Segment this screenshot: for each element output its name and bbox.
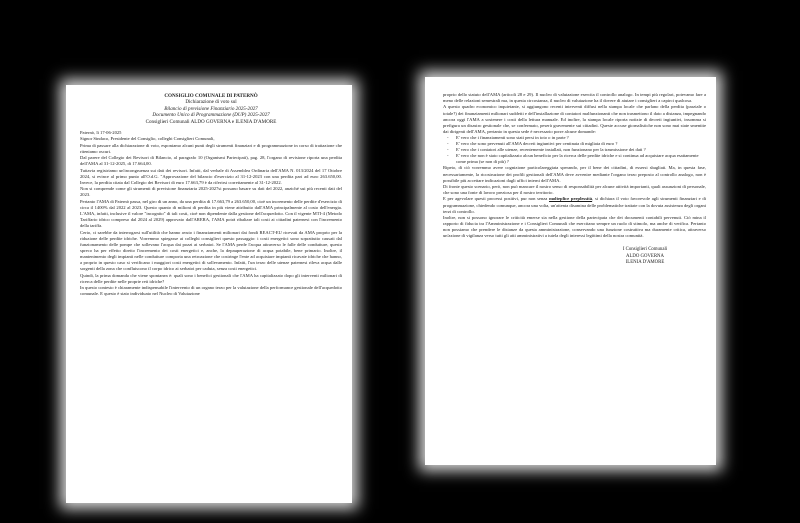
paragraph: Quindi, la prima domanda che viene spontanea è: quali sono i benefici gestionali che l'AMA ha capitalizzato dopo gli interventi milionari di ricerca delle perdite nelle proprie reti idriche? <box>80 272 342 284</box>
header-line: Dichiarazione di voto sul <box>185 99 237 106</box>
paragraph: Dal parere del Collegio dei Revisori di Bilancio, al paragrafo 10 (Organismi Partecipati), pag. 28, l'organo di revisione riporta una perdita dell'AMA al 31-12-2025, di 17.664,00. <box>80 155 342 167</box>
paragraph: proprio dello statuto dell'AMA (articoli 28 e 29). Il nucleo di valutazione esercita il controllo analogo. In tempi più regolari, potevamo fare a meno delle relazioni semestrali ma, in questa circostanza, il nucleo di valutazione ha il dovere di aiutare i consiglieri a capirci qualcosa. <box>443 92 706 104</box>
paragraph: Ripeto, di ciò vorremmo avere cognizione particolareggiata sperando, per il bene dei cittadini, di essersi sbagliati. Ma, in questa fase, necessariamente, la ricostruzione dei profili gestionali dell'AMA deve avvenire mediante l'organo terzo preposto al controllo analogo, non è possibile più accettare indicazioni dagli uffici interni dell'AMA. <box>443 165 706 183</box>
signature-block <box>443 247 706 266</box>
list-item <box>443 153 706 165</box>
document-header <box>80 93 342 125</box>
paragraph: Prima di passare alla dichiarazione di voto, esponiamo alcuni punti degli strumenti finanziari e di programmazione in corso di trattazione che riteniamo oscuri. <box>80 142 342 154</box>
signature-name: ALDO GOVERNA <box>626 253 664 259</box>
header-line: Bilancio di previsione Finanziario 2025-2027 <box>164 105 258 112</box>
bullet-dash: - <box>447 134 449 140</box>
header-line: Documento Unico di Programmazione (DUP) 2025-2027 <box>152 112 270 119</box>
bullet-dash: - <box>447 153 449 159</box>
list-item-text: E' vero che non è stato capitalizzato alcun beneficio per la ricerca delle perdite idriche e si continua ad acquistare acqua esattamente come prima (se non di più) ? <box>456 153 699 165</box>
paragraph: Certo, ci sarebbe da interrogarsi sull'utilità che hanno avuto i finanziamenti milionari dai fondi REACT-EU ricevuti da AMA proprio per la riduzione delle perdite idriche. Vorremmo spiegasse ai colleghi consiglieri questo passaggio: i costi energetici sono soprattutto causati dal funzionamento delle pompe che sollevano l'acqua dai pozzi ai serbatoi. Se l'AMA perde l'acqua attraverso le falle delle condutture, questo spreco ha per effetto diretto l'incremento dei costi energetici e, anche, la depauperazione di acqua potabile, bene primario. Inoltre, il mantenimento degli impianti nelle condutture comporta una retroazione che costringe l'ente ad acquistare impianti ricavate idriche che hanno, a proprio in questo caso si verificano i maggiori costi energetici di sollevamento. Infatti, l'un terzo delle utenze paternesi rileva acqua dalle sorgenti della zona che confluiscono il corpo idrico ai serbatoi per caduta, senza costi energetici. <box>80 229 342 272</box>
council-title: CONSIGLIO COMUNALE DI PATERNÒ <box>164 93 258 99</box>
list-item-text: E' vero che i finanziamenti sono stati persi in toto o in parte ? <box>456 134 569 140</box>
document-page-left <box>66 85 352 503</box>
header-line: Consiglieri Comunali ALDO GOVERNA e ILENIA D'AMORE <box>145 118 277 125</box>
list-item-text: E' vero che i contatori alle utenze, recentemente installati, non funzionano per la trasmissione dei dati ? <box>456 147 646 153</box>
question-list <box>443 135 706 165</box>
paragraph: In questo contesto è chiaramente indispensabile l'intervento di un organo terzo per la valutazione della performance gestionale dell'acquedotto comunale. E questo è stato individuato nel Nucleo di Valutazione <box>80 285 342 297</box>
signature-line: I Consiglieri Comunali <box>622 247 668 253</box>
document-page-right <box>425 77 716 465</box>
text-run: E per agevolare questi processi positivi, pur non senza <box>443 196 550 202</box>
list-item-text: E' vero che sono pervenuti all'AMA decreti ingiuntivi per centinaia di migliaia di euro ? <box>456 141 618 147</box>
paragraph: Tuttavia registriamo un'incongruenza sui dati dei revisori. Infatti, dal verbale di Assemblea Ordinaria dell'AMA N. 013/2024 del 17 Ottobre 2024, si evince al primo punto all'O.d.G. "Approvazione del bilancio d'esercizio al 31-12-2023 con una perdita pari ad euro 263.650,00. Invece, la perdita citata dal Collegio dei Revisori di euro 17.663,79 è da riferirsi correttamente al 31-12-2022. <box>80 167 342 185</box>
signature-name: ILENIA D'AMORE <box>625 260 665 266</box>
document-date: Paternò, lì 17-06-2025 <box>80 130 122 136</box>
emphasized-text: molteplice perplessità <box>549 196 593 202</box>
text-run: , si dichiara il voto favorevole agli strumenti finanziari e di programmazione, chiedendo comunque, ancora una volta, un'attenta disamina delle problematiche trattate con la dovuta assistenza degli organi terzi di controllo. <box>443 196 706 214</box>
paragraph: Inoltre, non si possono ignorare le criticità emerse sia nella gestione della partecipata che dei documenti contabili pervenuti. Ciò mina il rapporto di fiducia tra l'Amministrazione e i Consiglieri Comunali che esercitano sempre un ruolo di stimolo, ma anche di verifica. Pertanto non possiamo che prendere le distanze da questa amministrazione, conservando una funzione costruttiva ma duramente critica, attraverso un'azione di vigilanza verso tutti gli atti amministrativi a tutela degli interessi legittimi della nostra comunità. <box>443 215 706 239</box>
bullet-dash: - <box>447 147 449 153</box>
paragraph: Signor Sindaco, Presidente del Consiglio, colleghi Consiglieri Comunali, <box>80 136 215 142</box>
paragraph: Pertanto l'AMA di Paternò passa, nel giro di un anno, da una perdita di 17.663,79 a 263.650,00, cioè un incremento delle perdite d'esercizio di circa il 1400% dal 2022 al 2023. Questo quanto di milioni di perdita in più viene attribuito dall'AMA principalmente al costo dell'energia. L'AMA, infatti, inclusive il valore "incognito" di tali costi, cioè non dipendente dalla gestione dell'acquedotto. Con il vigente MTI-4 (Metodo Tariffario idrico compreso dal 2024 al 2029) approvato dall'ARERA, l'AMA potrà ribaltare tali costi ai cittadini paternesi con l'incremento della tariffa. <box>80 198 342 229</box>
bullet-dash: - <box>447 141 449 147</box>
paragraph: A questo quadro economico inquietante, si aggiungono recenti interventi diffusi nella stampa locale che parlano della perdita (parziale o totale?) dei finanziamenti milionari suddetti e dell'installazione di contatori malfunzionanti che non trasmettono il dato a distanza, impegnando ancora oggi l'AMA a sostenere i costi della lettura manuale. Ed inoltre, la stampa locale riporta notizie di decreti ingiuntivi, insomma si prefigura un disastro gestionale che, se confermato, peserà gravemente sui cittadini. Queste accuse giornalistiche non sono mai state smentite dai dirigenti dell'AMA, pertanto in questa sede è necessario porre alcune domande: <box>443 104 706 134</box>
paragraph <box>443 196 706 214</box>
paragraph: Di fronte questo scenario, però, non può mancare il nostro senso di responsabilità per alcune attività importanti, quali assunzioni di personale, che sono una fonte di lavoro preziosa per il nostro territorio. <box>443 184 706 196</box>
paragraph: Non si comprende come gli strumenti di previsione finanziaria 2025-2027si possano basare su dati del 2022, anziché sui più recenti dati del 2023. <box>80 186 342 198</box>
